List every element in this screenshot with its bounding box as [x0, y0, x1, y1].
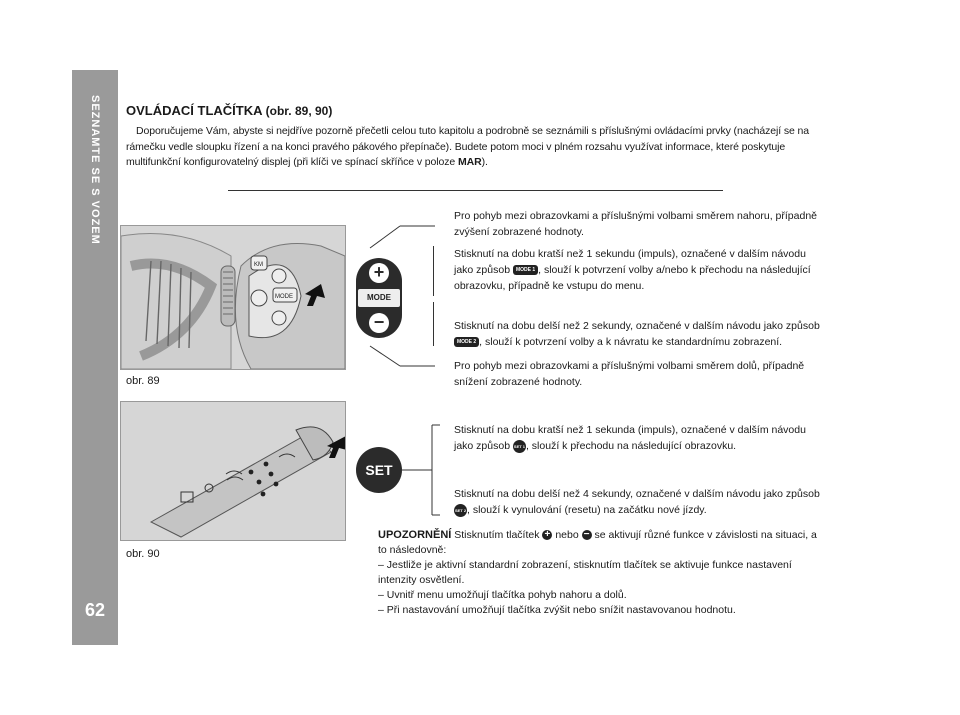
intro-end: ).: [481, 156, 488, 168]
divider: [228, 190, 723, 191]
minus-icon: −: [582, 530, 592, 540]
mode-button[interactable]: MODE: [358, 289, 400, 307]
btn-mode-label: MODE: [275, 294, 293, 300]
para-up: Pro pohyb mezi obrazovkami a příslušnými volbami směrem nahoru, případně zvýšení zobrazené hodnoty.: [454, 210, 817, 238]
sidebar-title: SEZNAMTE SE S VOZEM: [89, 95, 101, 245]
dashboard-illustration: [121, 226, 345, 369]
bracket-mode2: [433, 302, 434, 346]
section-ref: (obr. 89, 90): [265, 104, 333, 118]
set-connectors: [402, 420, 442, 520]
warning-label: UPOZORNĚNÍ: [378, 529, 452, 541]
page-number: 62: [84, 600, 106, 620]
set-button[interactable]: SET: [356, 447, 402, 493]
mode2-icon: MODE 2: [454, 337, 479, 347]
warning-item: – Při nastavování umožňují tlačítka zvýšit nebo snížit nastavovanou hodnotu.: [378, 604, 736, 616]
intro-paragraph: [126, 124, 826, 171]
plus-button[interactable]: +: [369, 263, 389, 283]
intro-text: Doporučujeme Vám, abyste si nejdříve pozorně přečetli celou tuto kapitolu a podrobně se seznámili s příslušnými ovládacími prvky (nacházejí se na rámečku vedle sloupku řízení a na konci pravého pákového přepínače). Budete potom moci v plném rozsahu využívat informace, které poskytuje multifunkční konfigurovatelný displej (při klíči ve spínací skříňce v poloze: [126, 125, 810, 168]
warning-block: UPOZORNĚNÍ Stisknutím tlačítek + nebo − se aktivují různé funkce v závislosti na situaci, a to následovně: – Jestliže je aktivní standardní zobrazení, stisknutím tlačítek se aktivuje funkce nastavení intenzity osvětlení. – Uvnitř menu umožňují tlačítka pohyb nahoru a dolů. – Při nastavování umožňují tlačítka zvýšit nebo snížit nastavovanou hodnotu.: [378, 528, 828, 618]
para-set2: Stisknutí na dobu delší než 4 sekundy, označené v dalším návodu jako způsob SET 2, slouží k vynulování (resetu) na začátku nové jízdy.: [454, 488, 820, 516]
para-down: Pro pohyb mezi obrazovkami a příslušnými volbami směrem dolů, případně snížení zobrazené hodnoty.: [454, 360, 805, 388]
section-heading: [126, 103, 332, 118]
warning-item: – Uvnitř menu umožňují tlačítka pohyb nahoru a dolů.: [378, 589, 627, 601]
figure-90-caption: obr. 90: [126, 548, 160, 560]
btn-km-label: KM: [254, 262, 263, 268]
mode-button-group: [356, 258, 402, 338]
para-set1: Stisknutí na dobu kratší než 1 sekunda (impuls), označené v dalším návodu jako způsob SET 1, slouží k přechodu na následující obrazovku.: [454, 424, 806, 452]
plus-icon: +: [542, 530, 552, 540]
stalk-illustration: [121, 402, 345, 540]
figure-89: [120, 225, 346, 370]
minus-button[interactable]: −: [369, 313, 389, 333]
bracket-mode1: [433, 246, 434, 296]
section-title: OVLÁDACÍ TLAČÍTKA: [126, 103, 263, 118]
warning-item: – Jestliže je aktivní standardní zobrazení, stisknutím tlačítek se aktivuje funkce nastavení intenzity osvětlení.: [378, 559, 792, 586]
para-mode2: Stisknutí na dobu delší než 2 sekundy, označené v dalším návodu jako způsob MODE 2 , slouží k potvrzení volby a k návratu ke standardnímu zobrazení.: [454, 320, 820, 348]
set1-icon: SET 1: [513, 440, 526, 453]
intro-mar: MAR: [457, 156, 482, 168]
figure-90: [120, 401, 346, 541]
mode1-icon: MODE 1: [513, 265, 538, 275]
para-mode1: Stisknutí na dobu kratší než 1 sekundu (impuls), označené v dalším návodu jako způsob MODE 1 , slouží k potvrzení volby a/nebo k přechodu na následující obrazovku, případně ke vstupu do menu.: [454, 248, 811, 292]
figure-89-caption: obr. 89: [126, 375, 160, 387]
set2-icon: SET 2: [454, 504, 467, 517]
